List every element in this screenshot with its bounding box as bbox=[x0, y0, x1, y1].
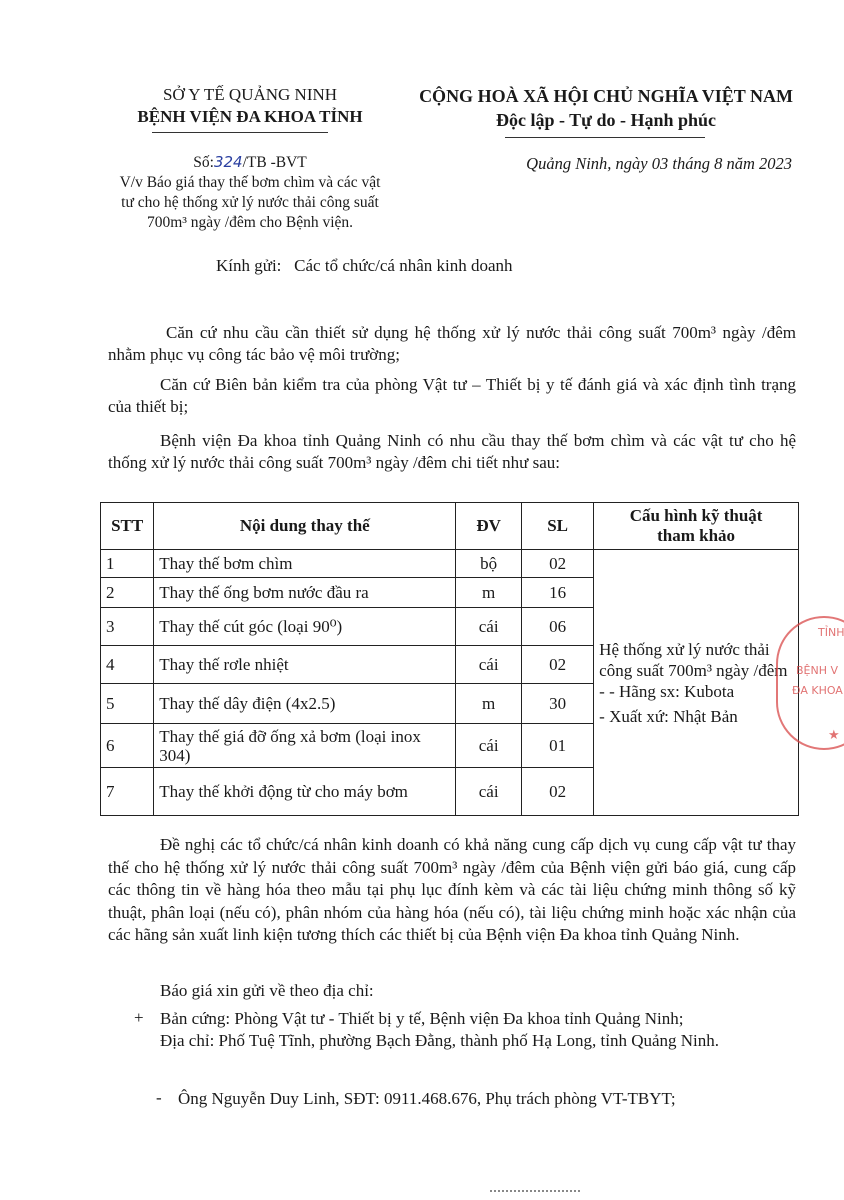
subject-line-1: V/v Báo giá thay thế bơm chìm và các vật bbox=[119, 174, 381, 191]
national-motto: Độc lập - Tự do - Hạnh phúc bbox=[495, 110, 717, 130]
org-line-1: SỞ Y TẾ QUẢNG NINH bbox=[162, 85, 338, 104]
number-suffix: /TB -BVT bbox=[242, 154, 307, 171]
cell-stt: 3 bbox=[101, 608, 154, 646]
address-location: Địa chỉ: Phố Tuệ Tĩnh, phường Bạch Đằng, thành phố Hạ Long, tỉnh Quảng Ninh. bbox=[160, 1031, 720, 1050]
header-config-line-2: tham khảo bbox=[657, 526, 736, 545]
cell-stt: 7 bbox=[101, 768, 154, 816]
stamp-text-middle-1: BỆNH V bbox=[796, 664, 839, 677]
header-content: Nội dung thay thế bbox=[154, 503, 456, 550]
cell-stt: 5 bbox=[101, 684, 154, 724]
cell-content: Thay thế khởi động từ cho máy bơm bbox=[154, 768, 456, 816]
recipient-name: Các tổ chức/cá nhân kinh doanh bbox=[294, 256, 513, 275]
cell-unit: bộ bbox=[456, 550, 522, 578]
header-stt: STT bbox=[101, 503, 154, 550]
recipient-line bbox=[216, 256, 513, 276]
cell-qty: 06 bbox=[522, 608, 594, 646]
document-date: Quảng Ninh, ngày 03 tháng 8 năm 2023 bbox=[526, 154, 792, 173]
stamp-text-top: TỈNH bbox=[818, 626, 844, 639]
paragraph-4: Đề nghị các tổ chức/cá nhân kinh doanh có khả năng cung cấp dịch vụ cung cấp vật tư thay thế cho hệ thống xử lý nước thải công suất 700m³ ngày /đêm của Bệnh viện gửi báo giá, cung cấp các thông tin về hàng hóa theo mẫu tại phụ lục đính kèm và các tài liệu chứng minh thông số kỹ thuật, phân loại (nếu có), phân nhóm của hàng hóa (nếu có), tài liệu chứng minh hoặc xác nhận của các hãng sản xuất linh kiện tương thích các thiết bị của Bệnh viện Đa khoa tỉnh Quảng Ninh. bbox=[108, 835, 796, 944]
stamp-star-icon: ★ bbox=[828, 728, 840, 743]
number-handwritten: 324 bbox=[213, 153, 243, 171]
motto-underline bbox=[505, 137, 705, 138]
address-item-2: Ông Nguyễn Duy Linh, SĐT: 0911.468.676, Phụ trách phòng VT-TBYT; bbox=[178, 1089, 676, 1108]
cell-stt: 2 bbox=[101, 578, 154, 608]
subject-line-3: 700m³ ngày /đêm cho Bệnh viện. bbox=[146, 214, 354, 231]
org-line-2: BỆNH VIỆN ĐA KHOA TỈNH bbox=[137, 107, 363, 126]
cell-stt: 6 bbox=[101, 724, 154, 768]
cell-qty: 02 bbox=[522, 768, 594, 816]
cell-content: Thay thế giá đỡ ống xả bơm (loại inox 304) bbox=[154, 724, 456, 768]
cell-qty: 02 bbox=[522, 646, 594, 684]
cell-config bbox=[594, 550, 799, 816]
subject-line-2: tư cho hệ thống xử lý nước thải công suất bbox=[121, 194, 379, 211]
stamp-text-middle-2: ĐA KHOA bbox=[792, 684, 843, 697]
replacement-table bbox=[100, 502, 799, 816]
address-bullet-plus: + bbox=[134, 1008, 144, 1027]
country-name: CỘNG HOÀ XÃ HỘI CHỦ NGHĨA VIỆT NAM bbox=[419, 86, 793, 106]
address-item-1 bbox=[160, 1008, 798, 1052]
page-bottom-mark bbox=[490, 1190, 580, 1195]
org-underline bbox=[152, 132, 328, 133]
paragraph-3: Bệnh viện Đa khoa tỉnh Quảng Ninh có nhu cầu thay thế bơm chìm và các vật tư cho hệ thống xử lý nước thải công suất 700m³ ngày /đêm chi tiết như sau: bbox=[108, 431, 796, 472]
number-prefix: Số: bbox=[193, 154, 214, 171]
cell-unit: m bbox=[456, 684, 522, 724]
address-bullet-dash: - bbox=[156, 1088, 162, 1107]
cell-qty: 30 bbox=[522, 684, 594, 724]
cell-unit: cái bbox=[456, 646, 522, 684]
cell-content: Thay thế dây điện (4x2.5) bbox=[154, 684, 456, 724]
header-organization bbox=[100, 84, 400, 128]
table-header-row bbox=[101, 503, 799, 550]
cell-qty: 02 bbox=[522, 550, 594, 578]
config-text-2: - Xuất xứ: Nhật Bản bbox=[599, 706, 738, 726]
cell-content: Thay thế bơm chìm bbox=[154, 550, 456, 578]
cell-qty: 01 bbox=[522, 724, 594, 768]
cell-stt: 4 bbox=[101, 646, 154, 684]
cell-content: Thay thế ống bơm nước đầu ra bbox=[154, 578, 456, 608]
config-text-1: Hệ thống xử lý nước thải công suất 700m³ ngày /đêm - - Hãng sx: Kubota bbox=[599, 639, 788, 701]
document-reference bbox=[100, 152, 400, 233]
cell-unit: cái bbox=[456, 768, 522, 816]
cell-content: Thay thế rơle nhiệt bbox=[154, 646, 456, 684]
header-config bbox=[594, 503, 799, 550]
paragraph-1: Căn cứ nhu cầu cần thiết sử dụng hệ thống xử lý nước thải công suất 700m³ ngày /đêm nhằm phục vụ công tác bảo vệ môi trường; bbox=[108, 323, 796, 364]
cell-qty: 16 bbox=[522, 578, 594, 608]
official-stamp bbox=[776, 616, 844, 750]
recipient-label: Kính gửi: bbox=[216, 256, 282, 275]
cell-unit: cái bbox=[456, 724, 522, 768]
header-config-line-1: Cấu hình kỹ thuật bbox=[629, 506, 763, 525]
header-unit: ĐV bbox=[456, 503, 522, 550]
cell-content: Thay thế cút góc (loại 90⁰) bbox=[154, 608, 456, 646]
cell-unit: cái bbox=[456, 608, 522, 646]
cell-unit: m bbox=[456, 578, 522, 608]
paragraph-5: Báo giá xin gửi về theo địa chỉ: bbox=[160, 981, 374, 1000]
header-national bbox=[400, 84, 812, 132]
cell-stt: 1 bbox=[101, 550, 154, 578]
address-hardcopy: Bản cứng: Phòng Vật tư - Thiết bị y tế, Bệnh viện Đa khoa tỉnh Quảng Ninh; bbox=[160, 1009, 684, 1028]
document-number bbox=[100, 152, 400, 173]
paragraph-2: Căn cứ Biên bản kiểm tra của phòng Vật tư – Thiết bị y tế đánh giá và xác định tình trạng của thiết bị; bbox=[108, 375, 796, 416]
table-row bbox=[101, 550, 799, 578]
header-qty: SL bbox=[522, 503, 594, 550]
